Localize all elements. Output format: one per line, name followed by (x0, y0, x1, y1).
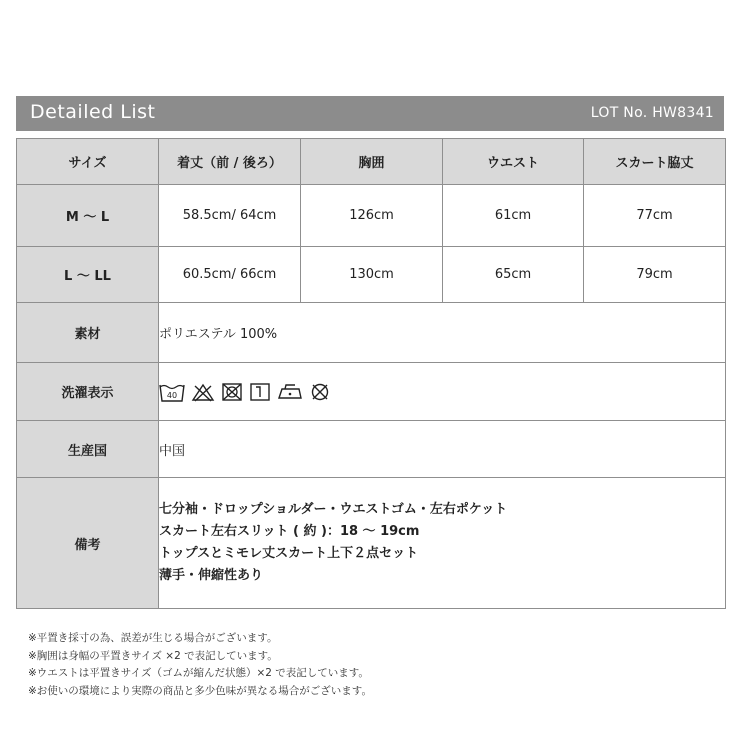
origin-value: 中国 (159, 421, 726, 478)
notes-row (17, 478, 726, 609)
notes-value (159, 478, 726, 609)
wash-temp-label: 40 (166, 390, 178, 400)
chest-cell: 130cm (301, 247, 443, 303)
wash-40-icon (159, 382, 185, 402)
length-cell: 58.5cm/ 64cm (159, 185, 301, 247)
notes-line: スカート左右スリット ( 約 )：18 〜 19cm (159, 524, 420, 539)
notes-line: トップスとミモレ丈スカート上下２点セット (159, 546, 419, 561)
footnote: ※平置き採寸の為、誤差が生じる場合がございます。 (28, 632, 278, 644)
care-label: 洗濯表示 (17, 363, 159, 421)
length-cell: 60.5cm/ 66cm (159, 247, 301, 303)
origin-row (17, 421, 726, 478)
notes-label: 備考 (17, 478, 159, 609)
skirt-length-cell: 79cm (584, 247, 726, 303)
table-row (17, 247, 726, 303)
column-header-waist: ウエスト (443, 139, 584, 185)
size-spec-table (16, 138, 726, 609)
column-header-length: 着丈（前 / 後ろ） (159, 139, 301, 185)
waist-cell: 65cm (443, 247, 584, 303)
notes-line: 薄手・伸縮性あり (159, 568, 264, 583)
chest-cell: 126cm (301, 185, 443, 247)
size-cell: L 〜 LL (17, 247, 159, 303)
no-bleach-icon (191, 382, 215, 402)
origin-label: 生産国 (17, 421, 159, 478)
table-row (17, 185, 726, 247)
column-header-chest: 胸囲 (301, 139, 443, 185)
footnote: ※お使いの環境により実際の商品と多少色味が異なる場合がございます。 (28, 684, 372, 697)
material-label: 素材 (17, 303, 159, 363)
section-title: Detailed List (30, 101, 156, 123)
table-header-row (17, 139, 726, 185)
iron-low-icon (277, 382, 303, 402)
notes-line: 七分袖・ドロップショルダー・ウエストゴム・左右ポケット (159, 502, 508, 517)
lot-number: LOT No. HW8341 (590, 105, 714, 121)
care-icons-cell (159, 363, 726, 421)
skirt-length-cell: 77cm (584, 185, 726, 247)
no-dry-clean-icon (309, 382, 331, 402)
material-value: ポリエステル 100% (159, 303, 726, 363)
size-cell: M 〜 L (17, 185, 159, 247)
column-header-skirt-length: スカート脇丈 (584, 139, 726, 185)
column-header-size: サイズ (17, 139, 159, 185)
section-header (16, 96, 724, 131)
footnotes (28, 630, 372, 700)
care-row (17, 363, 726, 421)
care-icons (159, 382, 725, 402)
footnote: ※ウエストは平置きサイズ（ゴムが縮んだ状態）×2 で表記しています。 (28, 667, 369, 679)
material-row (17, 303, 726, 363)
no-tumble-dry-icon (221, 382, 243, 402)
footnote: ※胸囲は身幅の平置きサイズ ×2 で表記しています。 (28, 649, 278, 662)
line-dry-icon (249, 382, 271, 402)
waist-cell: 61cm (443, 185, 584, 247)
